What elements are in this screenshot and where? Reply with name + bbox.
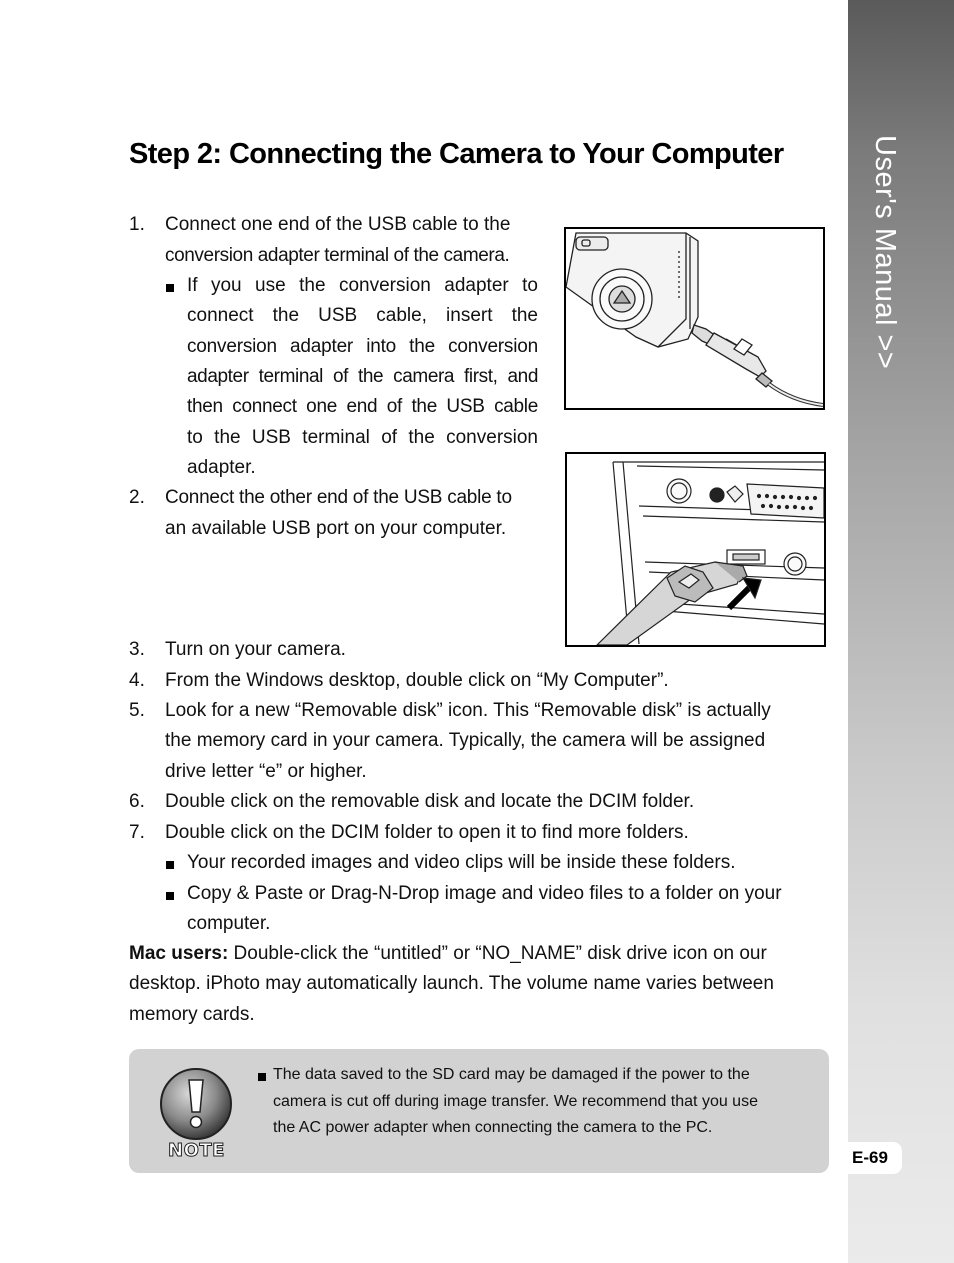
step-4-text: From the Windows desktop, double click on “My Computer”. <box>165 670 669 691</box>
step-1-bullet-line: If you use the conversion adapter to <box>187 275 538 296</box>
note-line-2: camera is cut off during image transfer. We recommend that you use <box>273 1093 758 1110</box>
bullet-square <box>166 284 174 292</box>
mac-users-paragraph-line-1 <box>129 943 767 965</box>
step-7-bullet-1: Your recorded images and video clips will be inside these folders. <box>187 852 736 873</box>
step-1-bullet-line: connect the USB cable, insert the <box>187 305 538 326</box>
step-2-line-1: Connect the other end of the USB cable to <box>165 487 512 508</box>
step-1-bullet-line: to the USB terminal of the conversion <box>187 427 538 448</box>
pc-port-drawing <box>567 454 824 645</box>
mac-users-paragraph-line-2: desktop. iPhoto may automatically launch. The volume name varies between <box>129 973 774 994</box>
step-7-bullet-2-line-1: Copy & Paste or Drag-N-Drop image and video files to a folder on your <box>187 883 782 904</box>
note-line-3: the AC power adapter when connecting the camera to the PC. <box>273 1119 713 1136</box>
step-7-number: 7. <box>129 822 145 843</box>
pc-usb-port-illustration <box>565 452 826 647</box>
step-6-number: 6. <box>129 791 145 812</box>
step-5-line-1: Look for a new “Removable disk” icon. This “Removable disk” is actually <box>165 700 771 721</box>
camera-usb-drawing <box>566 229 823 408</box>
step-6-text: Double click on the removable disk and locate the DCIM folder. <box>165 791 695 812</box>
mac-users-paragraph-line-3: memory cards. <box>129 1004 255 1025</box>
step-5-line-2: the memory card in your camera. Typically, the camera will be assigned <box>165 730 766 751</box>
mac-users-text: Double-click the “untitled” or “NO_NAME” disk drive icon on our <box>228 943 767 964</box>
bullet-square <box>166 861 174 869</box>
step-5-line-3: drive letter “e” or higher. <box>165 761 367 782</box>
step-1-number: 1. <box>129 214 145 235</box>
step-5-number: 5. <box>129 700 145 721</box>
step-3-text: Turn on your camera. <box>165 639 346 660</box>
note-line-1: The data saved to the SD card may be damaged if the power to the <box>273 1066 750 1083</box>
camera-usb-illustration <box>564 227 825 410</box>
page-title: Step 2: Connecting the Camera to Your Computer <box>129 138 784 170</box>
step-3-number: 3. <box>129 639 145 660</box>
step-2-line-2: an available USB port on your computer. <box>165 518 507 539</box>
manual-side-title: User's Manual >> <box>869 135 901 370</box>
step-1-bullet-line: adapter terminal of the camera first, and <box>187 366 538 387</box>
side-band <box>848 0 954 1263</box>
bullet-square <box>166 892 174 900</box>
step-7-text: Double click on the DCIM folder to open it to find more folders. <box>165 822 689 843</box>
note-label: NOTE <box>168 1140 225 1161</box>
bullet-square <box>258 1073 266 1081</box>
step-4-number: 4. <box>129 670 145 691</box>
step-1-line-2: conversion adapter terminal of the camera. <box>165 245 510 266</box>
page-number: E-69 <box>838 1142 902 1174</box>
step-1-bullet-line: conversion adapter into the conversion <box>187 336 538 357</box>
step-7-bullet-2-line-2: computer. <box>187 913 271 934</box>
step-1-line-1: Connect one end of the USB cable to the <box>165 214 511 235</box>
step-1-bullet-line: then connect one end of the USB cable <box>187 396 538 417</box>
mac-users-label: Mac users: <box>129 943 229 964</box>
step-1-bullet-line: adapter. <box>187 457 256 478</box>
step-2-number: 2. <box>129 487 145 508</box>
